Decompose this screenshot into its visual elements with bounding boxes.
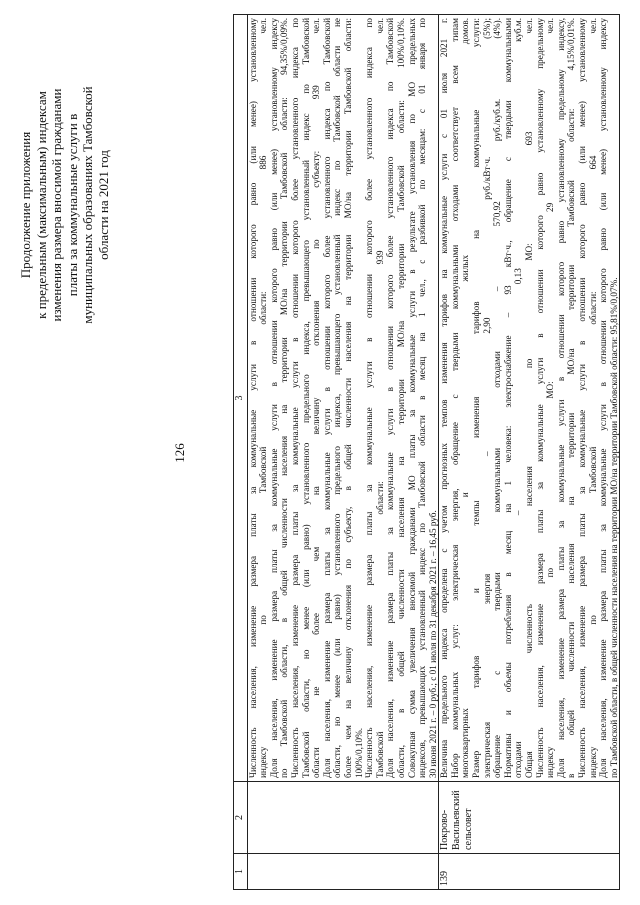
- text-line: Общая численность населения по МО: 693 чел.: [524, 18, 535, 778]
- header-cell: 2: [234, 782, 248, 854]
- page-number: 126: [172, 443, 187, 463]
- text-line: Численность населения, изменение размера платы за коммунальные услуги в отношении которого более установленного индекса по: [289, 18, 300, 778]
- text-line: обращение с твердыми коммунальными отходами – 570,92 руб./куб.м. (4%).: [492, 18, 503, 778]
- text-line: Тамбовской области: 939 чел.: [374, 18, 385, 778]
- text-line: более чем на величину отклонения по субъекту, в общей численности населения на территории МО/на территории Тамбовской области:: [342, 18, 353, 778]
- text-line: индексу по МО: 29 чел.: [545, 18, 556, 778]
- table-row-continued: [247, 15, 439, 890]
- details-cell: [439, 15, 620, 782]
- text-line: Набор коммунальных услуг: электрическая энергия, обращение с твердыми коммунальными отходами соответствует всем типам: [449, 18, 460, 778]
- text-line: по Тамбовской области, в общей численности населения на территории МО/на территории Тамбовской области: 94,35%/0,09%.: [279, 18, 290, 778]
- municipality-name-line: Покрово-: [439, 809, 451, 850]
- text-line: по Тамбовской области, в общей численности населения на территории МО/на территории Тамбовской области: 95,81%/0,07%.: [608, 277, 619, 778]
- heading-line: муниципальных образованиях Тамбовской: [80, 86, 95, 324]
- text-line: Совокупная сумма увеличения вносимой гражданами МО платы за коммунальные услуги в результате установления по МО предельных: [406, 18, 417, 778]
- heading-line: платы за коммунальные услуги в: [64, 113, 80, 297]
- text-line: Численность населения, изменение размера платы за коммунальные услуги в отношении которого равно (или менее) установленному: [247, 18, 258, 778]
- text-line: области, но менее (или равно) установленного предельного индекса, превышающего установленный индекс по Тамбовской области не: [332, 18, 343, 778]
- municipality-name-line: Васильевский: [451, 790, 463, 850]
- text-line: Численность населения, изменение размера платы за коммунальные услуги в отношении которого более установленного индекса по: [364, 18, 375, 778]
- text-line: электрическая энергия – 2,90 руб./кВт·ч. (5%);: [481, 18, 492, 778]
- text-line: индексу по Тамбовской области: 886 чел.: [258, 18, 269, 778]
- text-line: Доля населения, изменение размера платы за коммунальные услуги в отношении которого равно (или менее) установленному индексу: [268, 18, 279, 778]
- text-line: Доля населения, изменение размера платы за коммунальные услуги в отношении которого более установленного индекса по Тамбовской: [385, 18, 396, 778]
- text-line: индексов, превышающих установленный индекс по Тамбовской области в месяц на 1 чел., с разбивкой по месяцам: с 01 января по: [417, 18, 428, 778]
- indices-table: [233, 14, 620, 890]
- text-line: Численность населения, изменение размера платы за коммунальные услуги в отношении которого равно установленному предельному: [534, 18, 545, 778]
- text-line: Доля населения, изменение размера платы за коммунальные услуги в отношении которого более установленного индекса по Тамбовской: [321, 18, 332, 778]
- heading-line: области на 2021 год: [95, 150, 111, 260]
- header-cell: 1: [234, 854, 248, 890]
- appendix-heading: [18, 25, 111, 385]
- text-line: 100%/0,10%.: [353, 727, 364, 778]
- text-line: Доля населения, изменение размера платы за коммунальные услуги в отношении которого равно установленному предельному индексу,: [555, 18, 566, 778]
- heading-line: изменения размера вносимой гражданами: [49, 88, 64, 322]
- text-line: Нормативы и объемы потребления в месяц на 1 человека: электроснабжение – 93 кВт·ч., обращение с твердыми коммунальными: [502, 18, 513, 778]
- municipality-cell: [247, 782, 439, 854]
- text-line: области, в общей численности населения на территории МО/на территории Тамбовской области: 100%/0,10%.: [395, 18, 406, 778]
- text-line: Величина предельного индекса определена с учетом прогнозных темпов изменения тарифов на коммунальные услуги с 01 июля 2021 г.: [439, 18, 450, 778]
- heading-line: к предельным (максимальным) индексам: [33, 91, 49, 319]
- text-line: Численность населения, изменение размера платы за коммунальные услуги в отношении которого равно (или менее) установленному: [577, 18, 587, 778]
- text-line: области не более чем на величину отклонения по субъекту: 939 чел.: [311, 18, 322, 778]
- text-line: многоквартирных и жилых домов.: [460, 18, 471, 778]
- text-line: 30 июня 2021 г. – 0 руб.; с 01 июля по 31 декабря 2021 г. – 16,45 руб.: [427, 510, 438, 778]
- text-line: в общей численности населения на территории МО/на территории Тамбовской области: 4,15%/0,01%.: [566, 18, 577, 778]
- heading-line: Продолжение приложения: [18, 131, 33, 279]
- table-row-139: [439, 15, 620, 890]
- row-number-cell: 139: [439, 854, 620, 890]
- table-header-row: [234, 15, 248, 890]
- header-cell: 3: [234, 15, 248, 782]
- text-line: отходами – 0,13 куб.м.: [513, 18, 524, 778]
- municipality-name-line: сельсовет: [463, 808, 475, 850]
- municipality-cell: [439, 782, 620, 854]
- text-line: индексу по Тамбовской области: 664 чел.: [587, 18, 598, 778]
- text-line: Тамбовской области, но менее (или равно) установленного предельного индекса, превышающего установленный индекс по Тамбовской: [300, 18, 311, 778]
- details-cell: [247, 15, 439, 782]
- row-number-cell: [247, 854, 439, 890]
- text-line: Доля населения, изменение размера платы за коммунальные услуги в отношении которого равно (или менее) установленному индексу: [598, 18, 609, 778]
- text-line: Размер тарифов и темпы изменения тарифов на коммунальные услуги:: [471, 18, 482, 778]
